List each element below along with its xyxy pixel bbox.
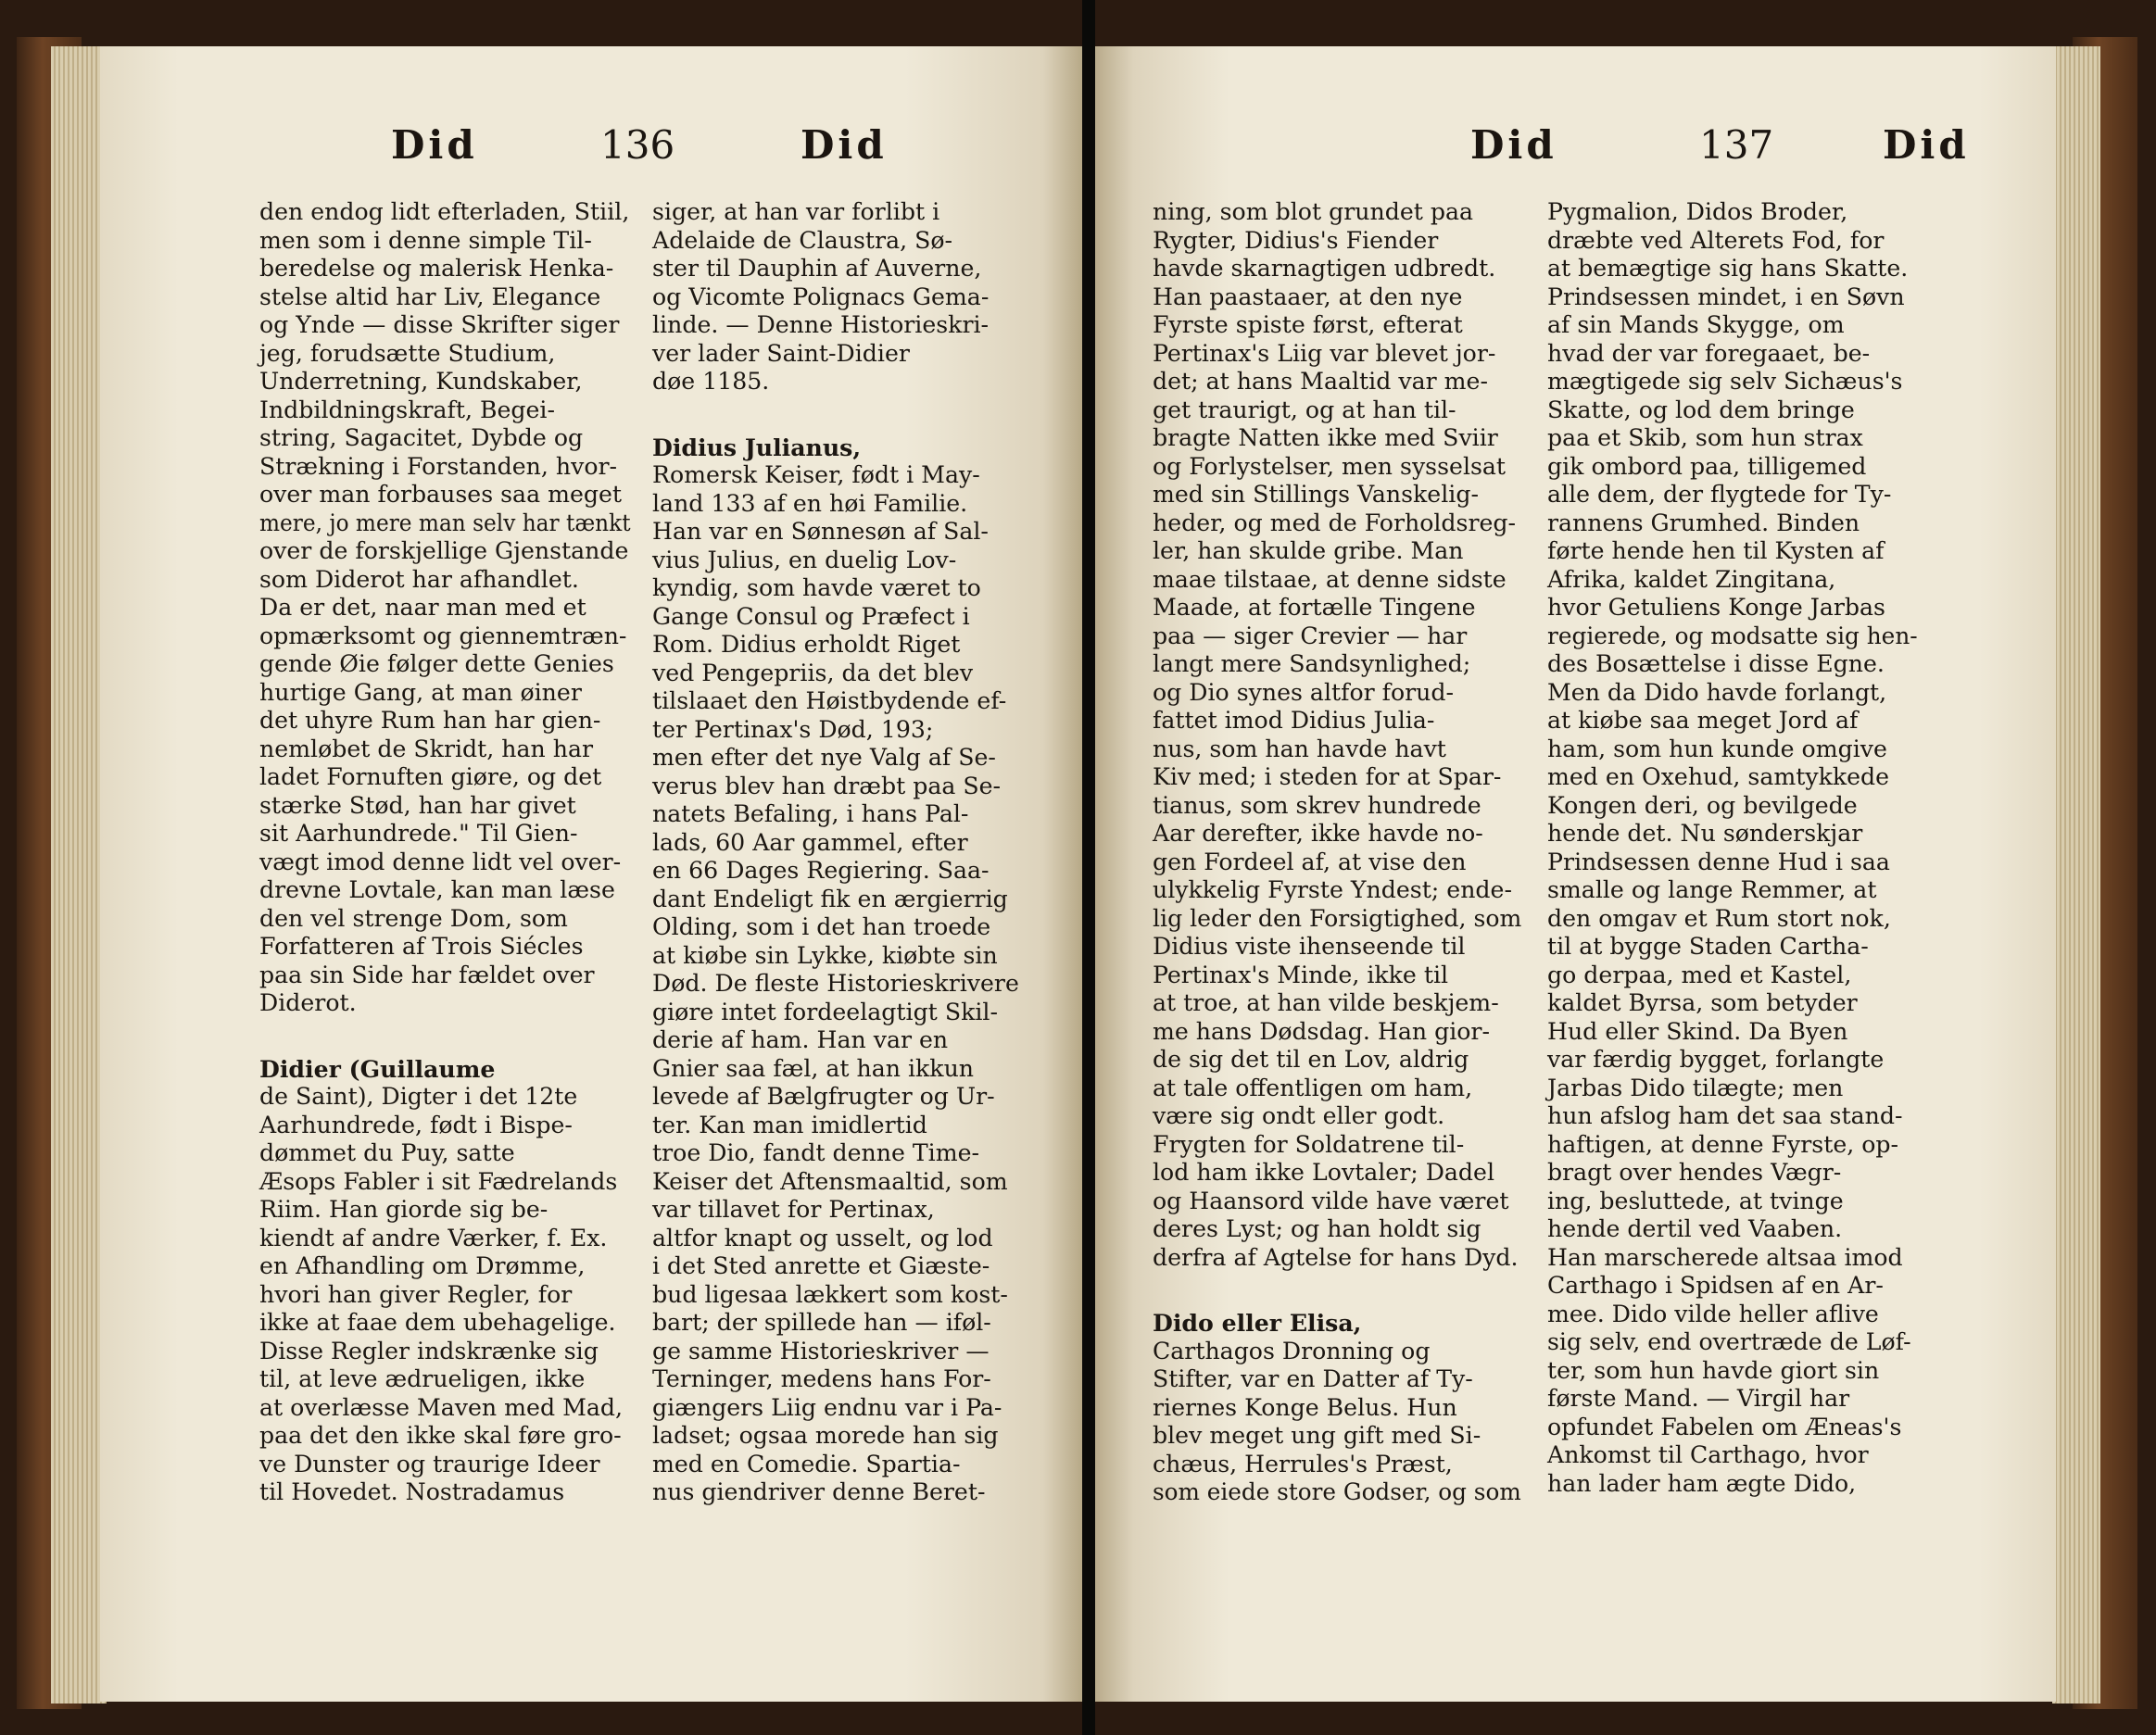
text-line: stelse altid har Liv, Elegance	[259, 283, 601, 310]
text-line: string, Sagacitet, Dybde og	[259, 424, 584, 451]
text-line: ham, som hun kunde omgive	[1547, 735, 1887, 762]
page-stack-edge	[51, 46, 107, 1704]
text-line: nus, som han havde havt	[1153, 735, 1446, 762]
text-line: Didius viste ihenseende til	[1153, 933, 1466, 960]
text-line: Kiv med; i steden for at Spar-	[1153, 763, 1502, 790]
right-page-column-1	[1153, 198, 1521, 1507]
text-line: get traurigt, og at han til-	[1153, 396, 1456, 423]
text-line: mee. Dido vilde heller aflive	[1547, 1300, 1879, 1327]
text-line: og Ynde — disse Skrifter siger	[259, 311, 620, 338]
running-head-left-word: Did	[391, 122, 478, 168]
text-line: mægtigede sig selv Sichæus's	[1547, 368, 1903, 395]
text-line: ter. Kan man imidlertid	[652, 1111, 927, 1138]
text-line: chæus, Herrules's Præst,	[1153, 1450, 1453, 1477]
text-line: tilslaaet den Høistbydende ef-	[652, 687, 1007, 714]
text-line: Afrika, kaldet Zingitana,	[1547, 565, 1836, 593]
text-line: vius Julius, en duelig Lov-	[652, 546, 957, 573]
text-line: Keiser det Aftensmaaltid, som	[652, 1167, 1008, 1195]
text-line: Men da Dido havde forlangt,	[1547, 678, 1887, 706]
text-line: giængers Liig endnu var i Pa-	[652, 1393, 1002, 1421]
text-line: kyndig, som havde været to	[652, 574, 981, 601]
text-line: ler, han skulde gribe. Man	[1153, 537, 1464, 564]
text-line: land 133 af en høi Familie.	[652, 489, 968, 517]
text-line: derie af ham. Han var en	[652, 1026, 949, 1053]
text-line: var tillavet for Pertinax,	[652, 1196, 935, 1223]
text-line: rannens Grumhed. Binden	[1547, 509, 1860, 536]
text-line: over man forbauses saa meget	[259, 481, 623, 508]
page-number: 136	[600, 122, 675, 168]
text-line: dræbte ved Alterets Fod, for	[1547, 226, 1885, 254]
text-line: heder, og med de Forholdsreg-	[1153, 509, 1517, 536]
text-line: bragte Natten ikke med Sviir	[1153, 424, 1498, 451]
text-line: altfor knapt og usselt, og lod	[652, 1224, 993, 1251]
text-line: riernes Konge Belus. Hun	[1153, 1393, 1457, 1421]
text-line: Strækning i Forstanden, hvor-	[259, 452, 618, 480]
text-line: Pertinax's Minde, ikke til	[1153, 961, 1449, 988]
text-line: blev meget ung gift med Si-	[1153, 1422, 1481, 1449]
text-line: gende Øie følger dette Genies	[259, 650, 614, 677]
text-line: havde skarnagtigen udbredt.	[1153, 255, 1496, 282]
text-line: verus blev han dræbt paa Se-	[652, 772, 1002, 799]
text-line: kaldet Byrsa, som betyder	[1547, 989, 1858, 1016]
text-line: ter, som hun havde giort sin	[1547, 1356, 1880, 1384]
text-line: bart; der spillede han — iføl-	[652, 1309, 991, 1336]
text-line: hvori han giver Regler, for	[259, 1280, 573, 1308]
text-line: bud ligesaa lækkert som kost-	[652, 1280, 1008, 1308]
text-line: med en Oxehud, samtykkede	[1547, 763, 1890, 790]
text-line: som eiede store Godser, og som	[1153, 1478, 1521, 1505]
text-line: at bemægtige sig hans Skatte.	[1547, 255, 1909, 282]
text-line: Gange Consul og Præfect i	[652, 602, 970, 630]
text-line: den omgav et Rum stort nok,	[1547, 904, 1891, 932]
text-line: Indbildningskraft, Begei-	[259, 396, 555, 423]
text-line: me hans Dødsdag. Han gior-	[1153, 1017, 1490, 1045]
text-line: Han paastaaer, at den nye	[1153, 283, 1463, 310]
text-line: en 66 Dages Regiering. Saa-	[652, 857, 990, 884]
text-line: Æsops Fabler i sit Fædrelands	[259, 1167, 618, 1195]
text-line: nus giendriver denne Beret-	[652, 1478, 986, 1505]
text-line: Carthago i Spidsen af en Ar-	[1547, 1272, 1884, 1299]
text-line: hende dertil ved Vaaben.	[1547, 1215, 1843, 1242]
text-line: ulykkelig Fyrste Yndest; ende-	[1153, 876, 1512, 903]
text-line: deres Lyst; og han holdt sig	[1153, 1215, 1481, 1242]
text-line: paa — siger Crevier — har	[1153, 622, 1468, 649]
text-line: bragt over hendes Vægr-	[1547, 1159, 1842, 1186]
text-line: være sig ondt eller godt.	[1153, 1102, 1445, 1129]
text-line: Prindsessen mindet, i en Søvn	[1547, 283, 1905, 310]
text-line: hurtige Gang, at man øiner	[259, 678, 582, 706]
text-line: troe Dio, fandt denne Time-	[652, 1139, 980, 1166]
text-line: go derpaa, med et Kastel,	[1547, 961, 1852, 988]
text-line: til at bygge Staden Cartha-	[1547, 933, 1869, 960]
text-line: sit Aarhundrede." Til Gien-	[259, 820, 578, 847]
text-line: ladset; ogsaa morede han sig	[652, 1422, 999, 1449]
text-line: smalle og lange Remmer, at	[1547, 876, 1877, 903]
text-line: natets Befaling, i hans Pal-	[652, 800, 969, 827]
text-line: ve Dunster og traurige Ideer	[259, 1450, 600, 1477]
text-line: levede af Bælgfrugter og Ur-	[652, 1083, 995, 1110]
text-line: og Forlystelser, men sysselsat	[1153, 452, 1507, 480]
running-head-right-word: Did	[801, 122, 888, 168]
entry-heading-line: Didius Julianus,	[652, 433, 862, 461]
text-line: en Afhandling om Drømme,	[259, 1252, 586, 1279]
text-line: Rygter, Didius's Fiender	[1153, 226, 1439, 254]
left-running-head	[250, 122, 888, 178]
paragraph-gap	[259, 1018, 630, 1055]
text-line: regierede, og modsatte sig hen-	[1547, 622, 1918, 649]
text-line: linde. — Denne Historieskri-	[652, 311, 990, 338]
text-line: Olding, som i det han troede	[652, 913, 991, 940]
text-line: langt mere Sandsynlighed;	[1153, 650, 1471, 677]
text-line: og Haansord vilde have været	[1153, 1187, 1509, 1214]
text-line: Romersk Keiser, født i May-	[652, 461, 980, 488]
text-line: lads, 60 Aar gammel, efter	[652, 828, 968, 856]
text-line: nemløbet de Skridt, han har	[259, 735, 594, 762]
text-line: Hud eller Skind. Da Byen	[1547, 1017, 1848, 1045]
text-line: lod ham ikke Lovtaler; Dadel	[1153, 1159, 1495, 1186]
text-line: opmærksomt og giennemtræn-	[259, 622, 627, 649]
text-line: at kiøbe saa meget Jord af	[1547, 707, 1859, 734]
text-line: haftigen, at denne Fyrste, op-	[1547, 1130, 1899, 1158]
text-line: ver lader Saint-Didier	[652, 339, 910, 367]
text-line: Riim. Han giorde sig be-	[259, 1196, 548, 1223]
entry-heading-line: Dido eller Elisa,	[1153, 1309, 1362, 1337]
page-number: 137	[1699, 122, 1774, 168]
text-line: Gnier saa fæl, at han ikkun	[652, 1054, 975, 1082]
text-line: førte hende hen til Kysten af	[1547, 537, 1885, 564]
text-line: Adelaide de Claustra, Sø-	[652, 226, 953, 254]
text-line: Frygten for Soldatrene til-	[1153, 1130, 1465, 1158]
text-line: dant Endeligt fik en ærgierrig	[652, 885, 1008, 912]
text-line: med sin Stillings Vanskelig-	[1153, 481, 1479, 508]
text-line: vægt imod denne lidt vel over-	[259, 848, 622, 875]
text-line: mere, jo mere man selv har tænkt	[259, 509, 631, 536]
text-line: ing, besluttede, at tvinge	[1547, 1187, 1844, 1214]
text-line: kiendt af andre Værker, f. Ex.	[259, 1224, 608, 1251]
text-line: Carthagos Dronning og	[1153, 1337, 1431, 1364]
text-line: ning, som blot grundet paa	[1153, 198, 1474, 225]
text-line: paa et Skib, som hun strax	[1547, 424, 1863, 451]
running-head-right-word: Did	[1883, 122, 1970, 168]
running-head-left-word: Did	[1470, 122, 1557, 168]
text-line: stærke Stød, han har givet	[259, 791, 576, 819]
left-page-column-1	[259, 198, 630, 1507]
text-line: siger, at han var forlibt i	[652, 198, 940, 225]
text-line: Skatte, og lod dem bringe	[1547, 396, 1855, 423]
text-line: og Vicomte Polignacs Gema-	[652, 283, 990, 310]
text-line: Han marscherede altsaa imod	[1547, 1243, 1903, 1271]
text-line: den vel strenge Dom, som	[259, 904, 568, 932]
text-line: Aar derefter, ikke havde no-	[1153, 820, 1483, 847]
text-line: drevne Lovtale, kan man læse	[259, 876, 615, 903]
text-line: til, at leve ædrueligen, ikke	[259, 1365, 586, 1392]
paragraph-gap	[652, 396, 1021, 434]
text-line: Død. De fleste Historieskrivere	[652, 970, 1019, 997]
text-line: at troe, at han vilde beskjem-	[1153, 989, 1499, 1016]
text-line: tianus, som skrev hundrede	[1153, 791, 1481, 819]
text-line: ster til Dauphin af Auverne,	[652, 255, 982, 282]
text-line: paa det den ikke skal føre gro-	[259, 1422, 622, 1449]
right-running-head	[1280, 122, 2022, 178]
page-stack-edge	[2052, 46, 2100, 1704]
text-line: Terninger, medens hans For-	[652, 1365, 991, 1392]
text-line: ikke at faae dem ubehagelige.	[259, 1309, 616, 1336]
text-line: Ankomst til Carthago, hvor	[1547, 1441, 1869, 1468]
text-line: til Hovedet. Nostradamus	[259, 1478, 565, 1505]
text-line: derfra af Agtelse for hans Dyd.	[1153, 1243, 1519, 1271]
text-line: det uhyre Rum han har gien-	[259, 707, 601, 734]
text-line: Maade, at fortælle Tingene	[1153, 594, 1476, 621]
text-line: Stifter, var en Datter af Ty-	[1153, 1365, 1473, 1392]
text-line: des Bosættelse i disse Egne.	[1547, 650, 1885, 677]
right-page-scan	[1095, 0, 2156, 1735]
text-line: Da er det, naar man med et	[259, 594, 586, 621]
text-line: og Dio synes altfor forud-	[1153, 678, 1455, 706]
text-line: var færdig bygget, forlangte	[1547, 1046, 1885, 1073]
text-line: opfundet Fabelen om Æneas's	[1547, 1413, 1902, 1440]
text-line: Disse Regler indskrænke sig	[259, 1337, 599, 1364]
text-line: de Saint), Digter i det 12te	[259, 1083, 578, 1110]
text-line: gen Fordeel af, at vise den	[1153, 848, 1467, 875]
text-line: ge samme Historieskriver —	[652, 1337, 990, 1364]
text-line: hun afslog ham det saa stand-	[1547, 1102, 1903, 1129]
text-line: døe 1185.	[652, 368, 770, 395]
text-line: at overlæsse Maven med Mad,	[259, 1393, 624, 1421]
text-line: alle dem, der flygtede for Ty-	[1547, 481, 1892, 508]
text-line: Forfatteren af Trois Siécles	[259, 933, 584, 960]
text-line: Prindsessen denne Hud i saa	[1547, 848, 1890, 875]
text-line: af sin Mands Skygge, om	[1547, 311, 1845, 338]
text-line: de sig det til en Lov, aldrig	[1153, 1046, 1469, 1073]
entry-heading-line: Didier (Guillaume	[259, 1054, 496, 1083]
text-line: Fyrste spiste først, efterat	[1153, 311, 1463, 338]
text-line: jeg, forudsætte Studium,	[259, 339, 556, 367]
text-line: gik ombord paa, tilligemed	[1547, 452, 1867, 480]
text-line: hvor Getuliens Konge Jarbas	[1547, 594, 1885, 621]
text-line: Jarbas Dido tilægte; men	[1547, 1074, 1844, 1101]
text-line: ter Pertinax's Død, 193;	[652, 715, 934, 743]
text-line: Underretning, Kundskaber,	[259, 368, 583, 395]
text-line: paa sin Side har fældet over	[259, 961, 595, 988]
text-line: Pygmalion, Didos Broder,	[1547, 198, 1848, 225]
text-line: første Mand. — Virgil har	[1547, 1385, 1850, 1412]
text-line: hende det. Nu sønderskjar	[1547, 820, 1863, 847]
text-line: ved Pengepriis, da det blev	[652, 659, 974, 686]
text-line: men som i denne simple Til-	[259, 226, 592, 254]
text-line: han lader ham ægte Dido,	[1547, 1469, 1857, 1497]
text-line: beredelse og malerisk Henka-	[259, 255, 614, 282]
text-line: at kiøbe sin Lykke, kiøbte sin	[652, 941, 998, 969]
text-line: at tale offentligen om ham,	[1153, 1074, 1473, 1101]
left-page-column-2	[652, 198, 1021, 1507]
text-line: sig selv, end overtræde de Løf-	[1547, 1328, 1911, 1355]
paragraph-gap	[1153, 1272, 1521, 1309]
text-line: fattet imod Didius Julia-	[1153, 707, 1435, 734]
text-line: lig leder den Forsigtighed, som	[1153, 904, 1522, 932]
text-line: Pertinax's Liig var blevet jor-	[1153, 339, 1496, 367]
text-line: Diderot.	[259, 989, 357, 1016]
text-line: det; at hans Maaltid var me-	[1153, 368, 1488, 395]
text-line: Rom. Didius erholdt Riget	[652, 631, 961, 658]
text-line: ladet Fornuften giøre, og det	[259, 763, 602, 790]
text-line: hvad der var foregaaet, be-	[1547, 339, 1871, 367]
text-line: men efter det nye Valg af Se-	[652, 744, 996, 771]
text-line: giøre intet fordeelagtigt Skil-	[652, 998, 998, 1025]
text-line: som Diderot har afhandlet.	[259, 565, 579, 593]
text-line: over de forskjellige Gjenstande	[259, 537, 629, 564]
text-line: med en Comedie. Spartia-	[652, 1450, 961, 1477]
right-page-column-2	[1547, 198, 1918, 1498]
text-line: Han var en Sønnesøn af Sal-	[652, 518, 989, 545]
text-line: maae tilstaae, at denne sidste	[1153, 565, 1507, 593]
text-line: dømmet du Puy, satte	[259, 1139, 515, 1166]
text-line: Aarhundrede, født i Bispe-	[259, 1111, 573, 1138]
text-line: Kongen deri, og bevilgede	[1547, 791, 1858, 819]
text-line: i det Sted anrette et Giæste-	[652, 1252, 990, 1279]
text-line: den endog lidt efterladen, Stiil,	[259, 198, 630, 225]
